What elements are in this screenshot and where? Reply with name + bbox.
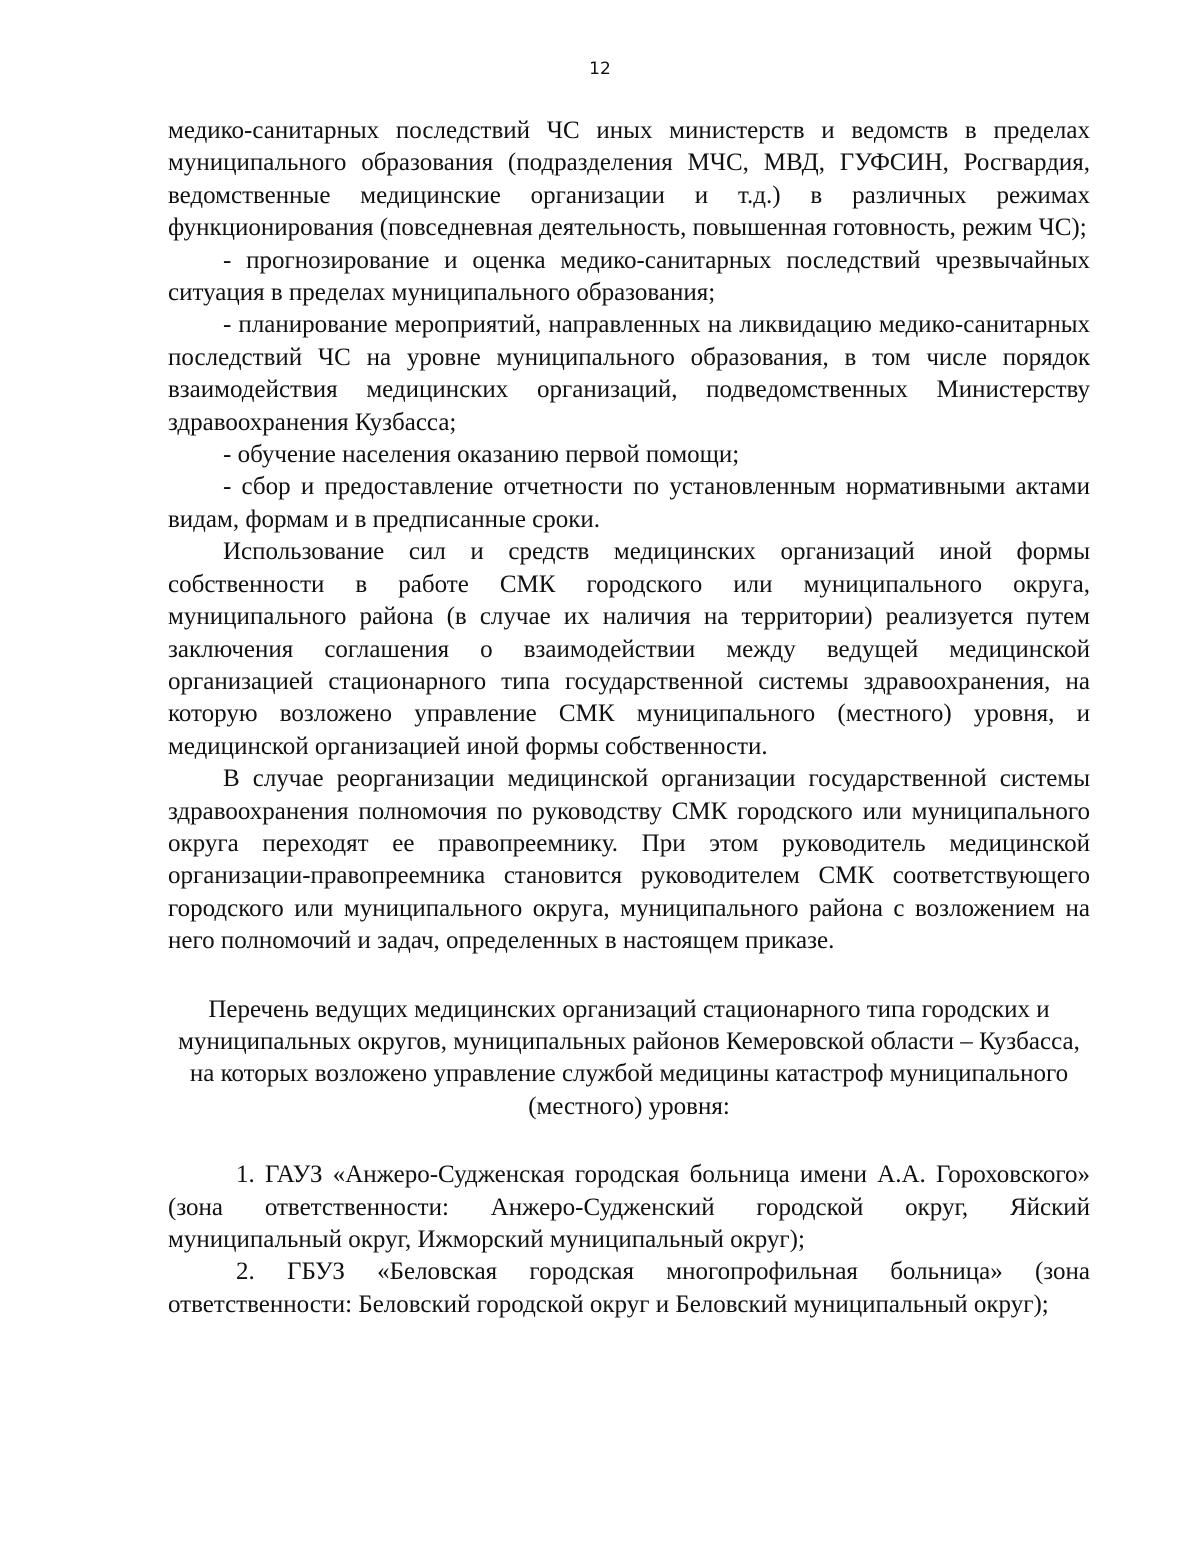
list-item: [168, 1256, 1090, 1321]
list-heading: Перечень ведущих медицинских организаций стационарного типа городских и муниципальных округов, муниципальных районов Кемеровской области – Кузбасса, на которых возложено управление службой медицины катастроф муниципального (местного) уровня:: [178, 995, 1080, 1120]
paragraph-reorganization: В случае реорганизации медицинской организации государственной системы здравоохранения полномочия по руководству СМК городского или муниципального округа переходят ее правопреемнику. При этом руководитель медицинской организации-правопреемника становится руководителем СМК соответствующего городского или муниципального округа, муниципального района с возложением на него полномочий и задач, определенных в настоящем приказе.: [168, 765, 1090, 955]
list-item-text: ГБУЗ «Беловская городская многопрофильная больница» (зона ответственности: Беловский городской округ и Беловский муниципальный округ);: [168, 1258, 1090, 1318]
list-item: [168, 1159, 1090, 1256]
bullet-planning: - планирование мероприятий, направленных на ликвидацию медико-санитарных последствий ЧС на уровне муниципального образования, в том числе порядок взаимодействия медицинских организаций, подведомственных Министерству здравоохранения Кузбасса;: [168, 311, 1090, 436]
paragraph-continuation: медико-санитарных последствий ЧС иных министерств и ведомств в пределах муниципального образования (подразделения МЧС, МВД, ГУФСИН, Росгвардия, ведомственные медицинские организации и т.д.) в различных режимах функционирования (повседневная деятельность, повышенная готовность, режим ЧС);: [168, 117, 1090, 242]
list-item-number: 1.: [236, 1161, 255, 1189]
page-number: 12: [589, 59, 611, 79]
bullet-first-aid-training: - обучение населения оказанию первой помощи;: [223, 441, 740, 469]
paragraph-other-ownership: Использование сил и средств медицинских организаций иной формы собственности в работе СМК городского или муниципального округа, муниципального района (в случае их наличия на территории) реализуется путем заключения соглашения о взаимодействии между ведущей медицинской организацией стационарного типа государственной системы здравоохранения, на которую возложено управление СМК муниципального (местного) уровня, и медицинской организацией иной формы собственности.: [168, 538, 1090, 760]
list-item-number: 2.: [236, 1258, 255, 1286]
bullet-forecasting: - прогнозирование и оценка медико-санитарных последствий чрезвычайных ситуация в пределах муниципального образования;: [168, 246, 1090, 307]
list-item-text: ГАУЗ «Анжеро-Судженская городская больница имени А.А. Гороховского» (зона ответственности: Анжеро-Судженский городской округ, Яйский муниципальный округ, Ижморский муниципальный округ);: [168, 1161, 1090, 1253]
bullet-reporting: - сбор и предоставление отчетности по установленным нормативными актами видам, формам и в предписанные сроки.: [168, 473, 1090, 533]
document-body: [168, 115, 1090, 1321]
